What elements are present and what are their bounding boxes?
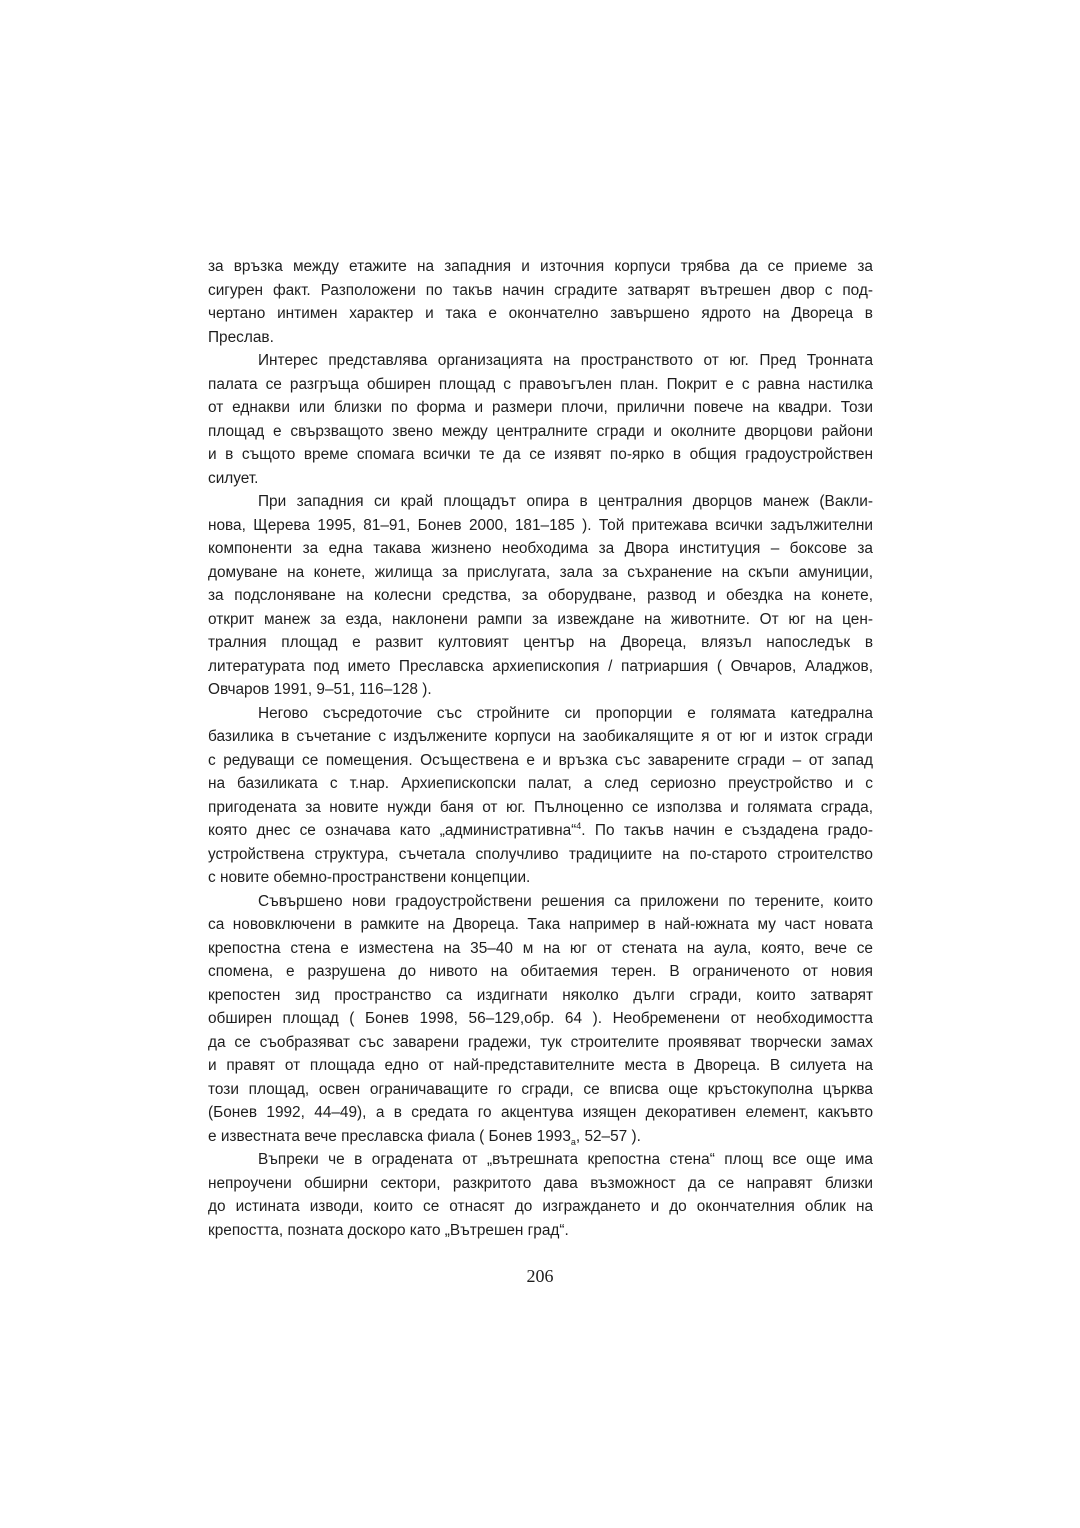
text-line-content: литературата под името Преславска архиепископия / патриаршия ( Овчаров, Аладжов, [208, 657, 873, 675]
text-line [208, 373, 873, 397]
text-line [208, 843, 873, 867]
text-line-content: обширен площад ( Бонев 1998, 56–129,обр. 64 ). Необременени от необходимостта [208, 1010, 873, 1027]
text-line-continuation: , 52–57 ). [575, 1127, 641, 1145]
text-line [208, 1031, 873, 1055]
text-line [208, 490, 873, 514]
text-line [208, 631, 873, 655]
text-line-content: Негово съсредоточие със стройните си пропорции е голямата катедрална [258, 704, 873, 722]
text-line-content: палата се разгръща обширен площад с правоъгълен план. Покрит е с равна настилка [208, 375, 873, 393]
text-line [208, 302, 873, 326]
text-line-content: тралния площад е развит култовият център на Двореца, влязъл напоследък в [208, 634, 873, 651]
text-line-content: до истината изводи, които се отнасят до изграждането и до окончателния облик на [208, 1198, 873, 1215]
text-line [208, 584, 873, 608]
paragraph [208, 1148, 873, 1242]
text-line-content: чертано интимен характер и така е окончателно завършено ядрото на Двореца в [208, 305, 873, 322]
text-line-content: Интерес представлява организацията на пространството от юг. Пред Тронната [258, 352, 873, 369]
text-line [208, 1219, 873, 1243]
text-line [208, 1007, 873, 1031]
text-line-content: на базиликата с т.нар. Архиепископски палат, а след сериозно преустройство и с [208, 775, 873, 792]
text-line [208, 1195, 873, 1219]
text-line-content: с новите обемно-пространствени концепции. [208, 869, 531, 886]
text-line [208, 749, 873, 773]
text-line-content: компоненти за една такава жизнено необходима за Двора институция – боксове за [208, 540, 873, 557]
citation-subscript: а [570, 1136, 576, 1147]
text-line [208, 1054, 873, 1078]
paragraph [208, 702, 873, 890]
text-line-content: за връзка между етажите на западния и източния корпуси трябва да се приеме за [208, 258, 873, 275]
text-line-content: При западния си край площадът опира в централния дворцов манеж (Вакли- [258, 493, 873, 510]
text-line [208, 396, 873, 420]
text-line [208, 537, 873, 561]
text-line [208, 1078, 873, 1102]
text-line [208, 608, 873, 632]
text-line [208, 561, 873, 585]
text-line-content: спомена, е разрушена до нивото на обитаемия терен. В ограниченото от новия [208, 963, 873, 980]
text-line [208, 937, 873, 961]
text-line-content: силует. [208, 469, 259, 487]
text-line-continuation: . По такъв начин е създадена градо- [581, 822, 873, 839]
text-line [208, 866, 873, 890]
text-line [208, 1125, 873, 1149]
text-line-content: нова, Щерева 1995, 81–91, Бонев 2000, 181–185 ). Той притежава всички задължителни [208, 516, 873, 534]
text-line-content: са нововключени в рамките на Двореца. Така например в най-южната му част новата [208, 916, 873, 933]
text-line-content: открит манеж за езда, наклонени рампи за извеждане на животните. От юг на цен- [208, 610, 873, 628]
text-line-content: крепостен зид пространство са издигнати няколко дълги сгради, които затварят [208, 986, 873, 1004]
text-line [208, 819, 873, 843]
text-line [208, 255, 873, 279]
page-number: 206 [526, 1266, 554, 1286]
paragraph [208, 255, 873, 349]
text-line-content: крепостта, позната доскоро като „Вътрешен град“. [208, 1221, 569, 1239]
text-line-content: Преслав. [208, 328, 274, 346]
footnote-reference: 4 [576, 820, 582, 831]
text-line [208, 725, 873, 749]
text-line-content: крепостна стена е изместена на 35–40 м на юг от стената на аула, която, вече се [208, 939, 873, 957]
text-line-content: Въпреки че в оградената от „вътрешната крепостна стена“ площ все още има [258, 1151, 873, 1168]
text-line-content: пригодената за новите нужди баня от юг. Пълноценно се използва и голямата сграда, [208, 798, 873, 816]
text-line [208, 960, 873, 984]
text-line-content: домуване на конете, жилища за прислугата, зала за съхранение на скъпи амуниции, [208, 563, 873, 581]
text-line [208, 1172, 873, 1196]
text-line [208, 1101, 873, 1125]
text-line [208, 913, 873, 937]
text-line-content: площад е свързващото звено между централните сгради и околните дворцови райони [208, 422, 873, 440]
text-line-content: сигурен факт. Разположени по такъв начин сградите затварят вътрешен двор с под- [208, 281, 873, 299]
text-line [208, 349, 873, 373]
paragraph [208, 890, 873, 1149]
text-line-content: с редуващи се помещения. Осъществена е и връзка със заварените сгради – от запад [208, 751, 873, 769]
text-line [208, 1148, 873, 1172]
text-line [208, 279, 873, 303]
text-line-content: за подслоняване на колесни средства, за оборудване, развод и обездка на конете, [208, 587, 873, 604]
text-line [208, 890, 873, 914]
text-line-content: базилика в съчетание с издължените корпуси на заобикалящите я от юг и изток сгради [208, 728, 873, 745]
text-line-content: е известната вече преславска фиала ( Бонев 1993 [208, 1127, 571, 1145]
text-line-content: непроучени обширни сектори, разкритото дава възможност да се направят близки [208, 1174, 873, 1192]
text-line-content: Овчаров 1991, 9–51, 116–128 ). [208, 681, 432, 698]
text-line-content: да се съобразяват със заварени градежи, тук строителите проявяват творчески замах [208, 1033, 873, 1051]
text-line [208, 443, 873, 467]
text-line [208, 514, 873, 538]
text-line-content: този площад, освен ограничаващите го сгради, се вписва още кръстокуполна църква [208, 1080, 873, 1098]
text-line [208, 326, 873, 350]
text-line [208, 702, 873, 726]
text-line [208, 467, 873, 491]
text-line [208, 772, 873, 796]
text-line-content: която днес се означава като „административна“ [208, 822, 577, 839]
text-line [208, 984, 873, 1008]
paragraph [208, 349, 873, 490]
text-line-content: (Бонев 1992, 44–49), а в средата го акцентува изящен декоративен елемент, какъвто [208, 1104, 873, 1121]
text-line-content: и правят от площада едно от най-представителните места в Двореца. В силуета на [208, 1057, 873, 1074]
text-line-content: устройствена структура, съчетала сполучливо традициите на по-старото строителство [208, 845, 873, 863]
text-line-content: и в същото време спомага всички те да се изявят по-ярко в общия градоустройствен [208, 446, 873, 463]
text-line [208, 678, 873, 702]
paragraph [208, 490, 873, 702]
text-line-content: Съвършено нови градоустройствени решения са приложени по терените, които [258, 892, 873, 910]
text-line [208, 420, 873, 444]
page-text [208, 255, 873, 1242]
text-line-content: от еднакви или близки по форма и размери плочи, прилични повече на квадри. Този [208, 399, 873, 416]
text-line [208, 796, 873, 820]
text-line [208, 655, 873, 679]
